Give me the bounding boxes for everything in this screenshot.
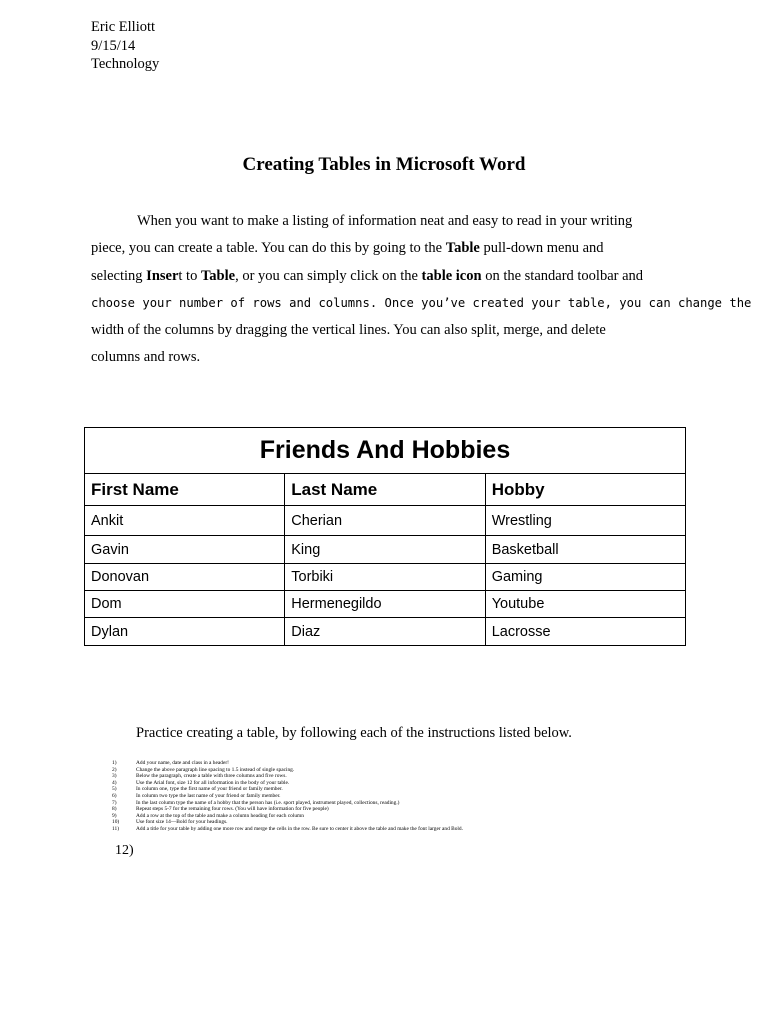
list-item: 5) In column one, type the first name of your friend or family member.: [112, 786, 283, 793]
table-cell: Cherian: [285, 506, 485, 536]
column-header: Last Name: [285, 474, 485, 506]
table-row: [85, 536, 686, 564]
document-date: 9/15/14: [91, 37, 136, 54]
table-cell: Gavin: [85, 536, 285, 564]
table-cell: Donovan: [85, 564, 285, 591]
instruction-list: [112, 760, 463, 833]
class-name: Technology: [91, 56, 160, 72]
paragraph-line: choose your number of rows and columns. Once you’ve created your table, you can change the: [91, 295, 752, 310]
table-cell: Youtube: [485, 591, 685, 618]
table-row: [85, 506, 686, 536]
table-cell: Wrestling: [485, 506, 685, 536]
column-header: Hobby: [485, 474, 685, 506]
table-cell: Basketball: [485, 536, 685, 564]
table-cell: Dylan: [85, 618, 285, 646]
bold-term: Table: [200, 267, 236, 284]
list-item: 3) Below the paragraph, create a table with three columns and five rows.: [112, 773, 287, 780]
paragraph-line: selecting Insert to Table, or you can simply click on the table icon on the standard toolbar and: [91, 267, 644, 284]
step-12-number: 12): [115, 843, 134, 858]
document-header: [91, 18, 159, 74]
table-cell: Hermenegildo: [285, 591, 485, 618]
table-cell: Lacrosse: [485, 618, 685, 646]
list-item: 7) In the last column type the name of a hobby that the person has (i.e. sport played, instrument played, collections, reading.): [112, 799, 400, 806]
list-item: 2) Change the above paragraph line spacing to 1.5 instead of single spacing.: [112, 766, 295, 773]
table-cell: Gaming: [485, 564, 685, 591]
document-title: Creating Tables in Microsoft Word: [242, 154, 526, 175]
paragraph-line: When you want to make a listing of information neat and easy to read in your writing: [137, 213, 633, 229]
list-item: 4) Use the Arial font, size 12 for all information in the body of your table.: [112, 779, 290, 786]
bold-term: table icon: [421, 267, 482, 284]
table-cell: King: [285, 536, 485, 564]
list-item: 6) In column two type the last name of your friend or family member.: [112, 792, 281, 799]
table-title: Friends And Hobbies: [85, 428, 686, 474]
table-cell: Ankit: [85, 506, 285, 536]
list-item: 8) Repeat steps 5-7 for the remaining four rows. (You will have information for five people): [112, 806, 329, 813]
table-row: [85, 564, 686, 591]
list-item: 11) Add a title for your table by adding one more row and merge the cells in the row. Be sure to center it above the table and make the font larger and Bold.: [112, 825, 463, 832]
intro-paragraph: [91, 208, 752, 372]
table-row: [85, 618, 686, 646]
list-item: 1) Add your name, date and class in a header!: [112, 760, 229, 766]
bold-term: Inser: [146, 267, 179, 284]
friends-hobbies-table: [84, 427, 686, 646]
list-item: 10) Use font size 14—Bold for your headings.: [112, 819, 228, 826]
practice-instruction: Practice creating a table, by following each of the instructions listed below.: [136, 725, 572, 741]
list-item: 9) Add a row at the top of the table and make a column heading for each column: [112, 812, 304, 819]
author-name: Eric Elliott: [91, 19, 156, 35]
table-row: [85, 591, 686, 618]
paragraph-line: columns and rows.: [91, 349, 201, 366]
paragraph-line: piece, you can create a table. You can do this by going to the Table pull-down menu and: [91, 240, 604, 257]
table-cell: Diaz: [285, 618, 485, 646]
paragraph-line: width of the columns by dragging the vertical lines. You can also split, merge, and delete: [91, 322, 606, 339]
table-cell: Torbiki: [285, 564, 485, 591]
bold-term: Table: [445, 240, 480, 257]
column-header: First Name: [85, 474, 285, 506]
table-cell: Dom: [85, 591, 285, 618]
